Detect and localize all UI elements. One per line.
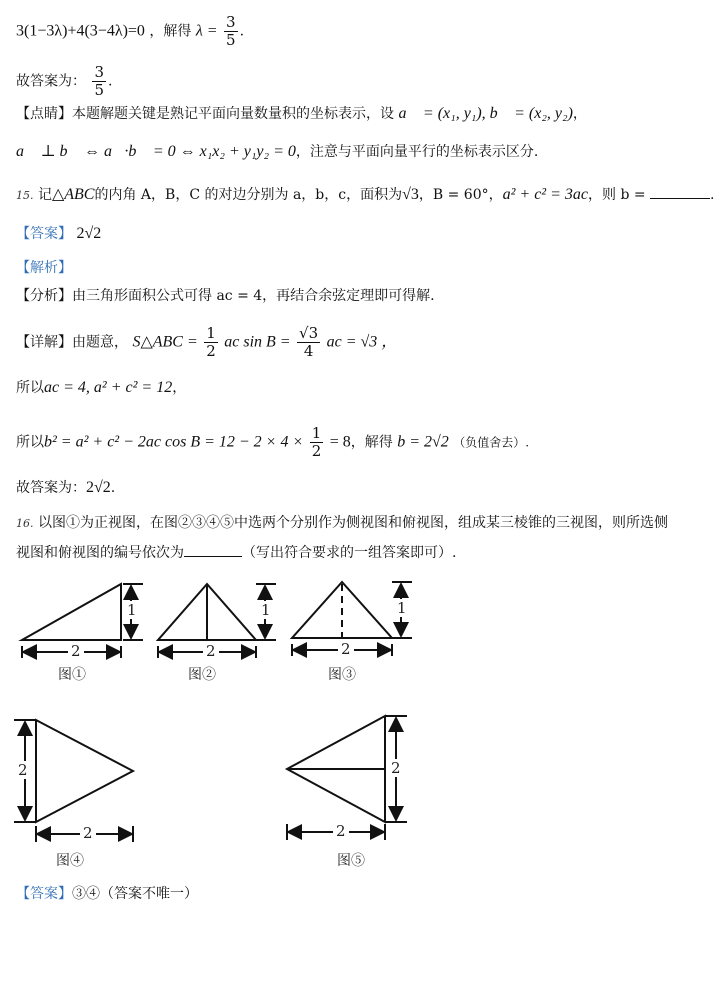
fraction-numerator: 3 [94, 63, 104, 81]
dianjing-tag: 【点睛】 [16, 106, 72, 122]
area-rhs: ac = √3 ， [326, 333, 398, 351]
figure-4-width-label: 2 [80, 824, 96, 842]
triangle-abc: △ABC [51, 186, 95, 203]
figure-2-triangle [158, 584, 256, 640]
period: . [239, 23, 245, 40]
fenxi-tag: 【分析】 [16, 288, 72, 304]
q15-text-a: 记 [37, 187, 52, 203]
answer-value: 2√2 [86, 479, 111, 496]
equation: 3(1−3λ)+4(3−4λ)=0 [16, 22, 145, 40]
q15-text-b: 的内角 A，B，C 的对边分别为 a，b，c，面积为 [94, 187, 403, 203]
answer-value: ③④（答案不唯一） [72, 886, 198, 902]
period: . [710, 187, 715, 203]
q16-text-b: （写出符合要求的一组答案即可）. [242, 545, 457, 561]
figure-1-width-label: 2 [68, 642, 84, 660]
area-mid: ac sin B = [224, 333, 291, 351]
fenxi-text: 由三角形面积公式可得 ac = 4，再结合余弦定理即可得解. [72, 288, 435, 304]
fraction-numerator: 1 [311, 424, 322, 442]
comma: ， [572, 106, 587, 122]
figure-2-height-label: 1 [261, 601, 271, 619]
figure-3-height-label: 1 [397, 599, 407, 617]
question-number: 15. [16, 189, 34, 202]
perpendicular-condition: a⃗ ⊥ b⃗ ⇔ a⃗·b⃗ = 0 ⇔ x₁x₂ + y₁y₂ = 0 [16, 143, 296, 160]
cosine-result: = 8 [329, 433, 351, 451]
q15-text-d: ，则 b = [588, 187, 646, 203]
b-value: b = 2√2 [397, 433, 449, 451]
q15-condition: a² + c² = 3ac [502, 186, 588, 203]
answer-prefix: 故答案为： [16, 73, 86, 90]
xiangjie-text: 由题意， [72, 334, 128, 351]
figure-1-triangle [22, 584, 121, 640]
area-value: √3 [402, 186, 419, 203]
q15-text-c: ，B = 60°， [418, 187, 503, 203]
solve-text: ，解得 [350, 434, 393, 451]
fraction-numerator: 1 [206, 324, 216, 342]
fraction-denominator: 4 [303, 342, 314, 360]
cosine-law: b² = a² + c² − 2ac cos B = 12 − 2 × 4 × [44, 433, 304, 451]
figure-5-triangle [287, 716, 385, 822]
figure-5-caption: 图⑤ [337, 853, 365, 869]
figure-4-height-label: 2 [18, 761, 28, 779]
fraction-denominator: 2 [311, 442, 322, 460]
figure-3-triangle [292, 582, 392, 638]
step-prefix: 所以 [16, 434, 44, 451]
figure-3-caption: 图③ [328, 667, 356, 683]
answer-prefix: 故答案为： [16, 480, 86, 496]
step-math: ac = 4, a² + c² = 12 [44, 379, 173, 396]
area-lhs: S△ABC = [132, 333, 198, 351]
answer-tag: 【答案】 [16, 886, 72, 902]
answer-blank [650, 184, 710, 199]
fraction-denominator: 5 [94, 81, 104, 99]
q16-text: 以图①为正视图，在图②③④⑤中选两个分别作为侧视图和俯视图，组成某三棱锥的三视图，则所选侧 [37, 515, 668, 531]
fraction-numerator: √3 [299, 324, 319, 342]
vector-coordinates: a⃗ = (x₁, y₁), b⃗ = (x₂, y₂) [398, 105, 573, 122]
figure-1-caption: 图① [58, 667, 86, 683]
question-number: 16. [16, 517, 34, 530]
note: （负值舍去）. [453, 435, 530, 450]
xiangjie-tag: 【详解】 [16, 334, 72, 351]
dianjing-text: 本题解题关键是熟记平面向量数量积的坐标表示，设 [72, 106, 394, 122]
jiexi-tag: 【解析】 [16, 260, 72, 276]
lambda-label: λ = [195, 22, 218, 40]
period: . [110, 480, 116, 496]
solve-text: ，解得 [149, 23, 192, 40]
figure-2-width-label: 2 [203, 642, 219, 660]
q16-answer [16, 884, 198, 904]
fraction-denominator: 5 [226, 31, 236, 49]
figure-2-caption: 图② [188, 667, 216, 683]
figure-5-width-label: 2 [333, 822, 349, 840]
fraction-denominator: 2 [206, 342, 216, 360]
figure-4-triangle [36, 720, 133, 822]
figure-4-caption: 图④ [56, 853, 84, 869]
comma: ， [172, 380, 187, 396]
answer-tag: 【答案】 [16, 226, 72, 242]
fraction-numerator: 3 [226, 13, 236, 31]
answer-value: 2√2 [76, 225, 102, 242]
q16-text-a: 视图和俯视图的编号依次为 [16, 545, 184, 561]
dianjing-note: ，注意与平面向量平行的坐标表示区分. [295, 144, 539, 160]
step-prefix: 所以 [16, 380, 44, 396]
period: . [108, 73, 113, 90]
figure-3-width-label: 2 [338, 640, 354, 658]
figure-5-height-label: 2 [391, 759, 401, 777]
figure-1-height-label: 1 [127, 601, 137, 619]
